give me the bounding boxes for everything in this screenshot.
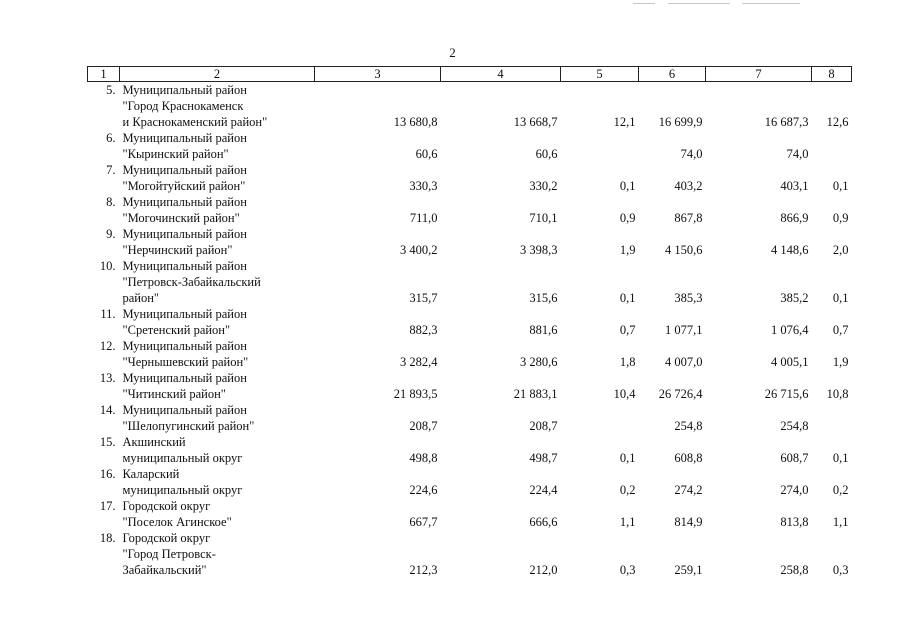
value-col-8: 10,8 [826, 387, 849, 401]
table-row [88, 402, 852, 434]
value-col-7: 4 148,6 [771, 243, 809, 257]
value-col-7: 254,8 [780, 419, 809, 433]
value-col-5: 0,1 [619, 291, 636, 305]
value-col-4: 315,6 [529, 291, 558, 305]
value-col-3: 498,8 [409, 451, 438, 465]
value-col-4: 60,6 [535, 147, 558, 161]
value-col-4: 330,2 [529, 179, 558, 193]
value-col-4: 666,6 [529, 515, 558, 529]
municipality-name: Муниципальный район "Кыринский район" [122, 131, 247, 161]
value-col-5: 0,1 [619, 451, 636, 465]
column-header: 8 [812, 67, 852, 82]
value-col-7: 258,8 [780, 563, 809, 577]
value-col-8: 0,3 [832, 563, 849, 577]
value-col-6: 74,0 [680, 147, 703, 161]
value-col-3: 21 893,5 [393, 387, 438, 401]
value-col-5: 0,7 [619, 323, 636, 337]
value-col-6: 814,9 [674, 515, 703, 529]
value-col-4: 13 668,7 [513, 115, 558, 129]
value-col-8: 1,1 [832, 515, 849, 529]
column-header: 1 [88, 67, 120, 82]
municipality-name: Муниципальный район "Чернышевский район" [122, 339, 249, 369]
table-row [88, 530, 852, 578]
value-col-7: 26 715,6 [764, 387, 809, 401]
value-col-6: 403,2 [674, 179, 703, 193]
table-row [88, 82, 852, 131]
row-number: 5. [106, 83, 116, 97]
value-col-6: 274,2 [674, 483, 703, 497]
row-number: 11. [100, 307, 116, 321]
value-col-3: 667,7 [409, 515, 438, 529]
value-col-8: 0,7 [832, 323, 849, 337]
value-col-6: 4 007,0 [665, 355, 703, 369]
value-col-8 [812, 130, 852, 162]
value-col-5: 0,1 [619, 179, 636, 193]
value-col-8: 1,9 [832, 355, 849, 369]
row-number: 10. [99, 259, 116, 273]
column-header: 6 [639, 67, 706, 82]
value-col-8 [812, 402, 852, 434]
value-col-4: 208,7 [529, 419, 558, 433]
value-col-5 [561, 130, 639, 162]
value-col-3: 330,3 [409, 179, 438, 193]
value-col-4: 3 280,6 [520, 355, 558, 369]
municipality-name: Муниципальный район "Сретенский район" [122, 307, 247, 337]
value-col-3: 315,7 [409, 291, 438, 305]
value-col-3: 208,7 [409, 419, 438, 433]
municipality-name: Муниципальный район "Шелопугинский район" [122, 403, 255, 433]
value-col-5: 1,8 [619, 355, 636, 369]
value-col-6: 385,3 [674, 291, 703, 305]
value-col-8: 12,6 [826, 115, 849, 129]
table-row [88, 130, 852, 162]
value-col-5: 0,9 [619, 211, 636, 225]
value-col-5: 10,4 [613, 387, 636, 401]
value-col-8: 0,1 [832, 179, 849, 193]
value-col-5: 1,1 [619, 515, 636, 529]
value-col-5: 0,3 [619, 563, 636, 577]
value-col-7: 813,8 [780, 515, 809, 529]
value-col-4: 881,6 [529, 323, 558, 337]
row-number: 16. [99, 467, 116, 481]
value-col-3: 3 282,4 [400, 355, 438, 369]
row-number: 15. [99, 435, 116, 449]
value-col-4: 3 398,3 [520, 243, 558, 257]
column-header: 4 [441, 67, 561, 82]
value-col-6: 26 726,4 [658, 387, 703, 401]
column-header: 7 [706, 67, 812, 82]
header-row [88, 67, 852, 82]
table-body [88, 82, 852, 579]
municipality-name: Муниципальный район "Могойтуйский район" [122, 163, 247, 193]
value-col-8: 2,0 [832, 243, 849, 257]
table-row [88, 306, 852, 338]
value-col-7: 1 076,4 [771, 323, 809, 337]
value-col-7: 385,2 [780, 291, 809, 305]
value-col-6: 4 150,6 [665, 243, 703, 257]
value-col-7: 866,9 [780, 211, 809, 225]
value-col-4: 21 883,1 [513, 387, 558, 401]
municipality-name: Каларский муниципальный округ [122, 467, 243, 497]
row-number: 9. [106, 227, 116, 241]
column-header: 3 [315, 67, 441, 82]
top-rule-right [742, 3, 800, 4]
table-row [88, 466, 852, 498]
column-header: 5 [561, 67, 639, 82]
value-col-4: 710,1 [529, 211, 558, 225]
value-col-4: 498,7 [529, 451, 558, 465]
value-col-7: 4 005,1 [771, 355, 809, 369]
row-number: 17. [99, 499, 116, 513]
value-col-3: 224,6 [409, 483, 438, 497]
value-col-6: 867,8 [674, 211, 703, 225]
table-row [88, 226, 852, 258]
municipality-name: Муниципальный район "Читинский район" [122, 371, 247, 401]
value-col-7: 74,0 [786, 147, 809, 161]
value-col-5: 12,1 [613, 115, 636, 129]
value-col-3: 711,0 [409, 211, 438, 225]
data-table [87, 66, 852, 578]
column-header: 2 [120, 67, 315, 82]
page-number: 2 [449, 45, 456, 60]
value-col-3: 882,3 [409, 323, 438, 337]
value-col-8: 0,1 [832, 451, 849, 465]
municipality-name: Муниципальный район "Нерчинский район" [122, 227, 247, 257]
table-row [88, 370, 852, 402]
row-number: 18. [99, 531, 116, 545]
value-col-7: 608,7 [780, 451, 809, 465]
value-col-5: 1,9 [619, 243, 636, 257]
value-col-3: 60,6 [415, 147, 438, 161]
value-col-7: 274,0 [780, 483, 809, 497]
value-col-8: 0,9 [832, 211, 849, 225]
table-row [88, 162, 852, 194]
value-col-4: 212,0 [529, 563, 558, 577]
municipality-name: Муниципальный район "Могочинский район" [122, 195, 247, 225]
value-col-8: 0,2 [832, 483, 849, 497]
row-number: 12. [99, 339, 116, 353]
value-col-8: 0,1 [832, 291, 849, 305]
row-number: 7. [106, 163, 116, 177]
value-col-6: 259,1 [674, 563, 703, 577]
value-col-5: 0,2 [619, 483, 636, 497]
row-number: 8. [106, 195, 116, 209]
value-col-3: 212,3 [409, 563, 438, 577]
value-col-4: 224,4 [529, 483, 558, 497]
value-col-7: 403,1 [780, 179, 809, 193]
top-rule-left [633, 3, 655, 4]
value-col-7: 16 687,3 [764, 115, 809, 129]
table-row [88, 258, 852, 306]
value-col-6: 16 699,9 [658, 115, 703, 129]
municipality-name: Городской округ "Поселок Агинское" [122, 499, 232, 529]
table-row [88, 434, 852, 466]
value-col-6: 1 077,1 [665, 323, 703, 337]
value-col-6: 608,8 [674, 451, 703, 465]
table-row [88, 194, 852, 226]
value-col-3: 3 400,2 [400, 243, 438, 257]
value-col-6: 254,8 [674, 419, 703, 433]
value-col-5 [561, 402, 639, 434]
row-number: 6. [106, 131, 116, 145]
row-number: 13. [99, 371, 116, 385]
top-rule-middle [668, 3, 730, 4]
value-col-3: 13 680,8 [393, 115, 438, 129]
municipality-name: Муниципальный район "Петровск-Забайкальский район" [122, 259, 261, 305]
row-number: 14. [99, 403, 116, 417]
table-row [88, 338, 852, 370]
municipality-name: Акшинский муниципальный округ [122, 435, 243, 465]
municipality-name: Муниципальный район "Город Краснокаменск и Краснокаменский район" [122, 83, 268, 129]
table-row [88, 498, 852, 530]
municipality-name: Городской округ "Город Петровск- Забайкальский" [122, 531, 216, 577]
